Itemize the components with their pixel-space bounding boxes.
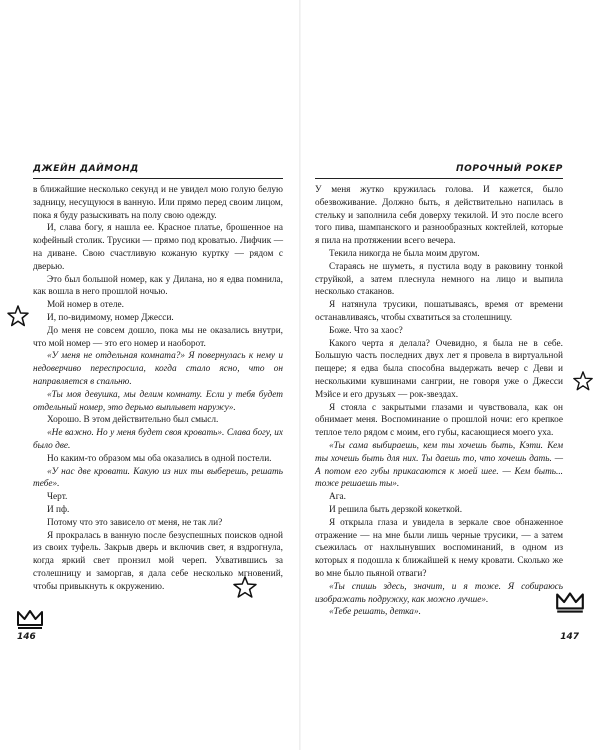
paragraph: Боже. Что за хаос? [329,325,403,336]
right-page [300,0,600,750]
paragraph: «Ты сама выбираешь, кем ты хочешь быть, Кэти. Кем ты хочешь быть для них. Ты даешь то, что хочешь дать. — А потом его губы прикасаются к моей шее. — Кем быть... тоже решаешь ты». [315,440,563,490]
paragraph: Я стояла с закрытыми глазами и чувствовала, как он обнимает меня. Воспоминание о прошлой ночи: его крепкое теплое тело рядом с моим, его губы, касающиеся моего уха. [315,402,563,439]
paragraph: Это был большой номер, как у Дилана, но я едва помнила, как вошла в него прошлой ночью. [33,274,283,298]
running-head-author: ДЖЕЙН ДАЙМОНД [33,164,139,174]
paragraph: И пф. [47,504,70,515]
page-number: 146 [17,632,36,642]
crown-doodle-icon [554,590,586,614]
paragraph: Я открыла глаза и увидела в зеркале свое обнаженное отражение — на мне были лишь черные трусики, — а затем съежилась от нахлынувших воспоминаний, в одном из которых я подошла к ближайшей к нему кровати. Сколько же во мне было пьяной отваги? [315,517,563,579]
paragraph: У меня жутко кружилась голова. И кажется, было обезвоживание. Должно быть, я действительно напилась в стельку и заполнила себя доверху текилой. И это после всего того пива, шампанского и разнообразных коктейлей, которые я пила на протяжении всего вечера. [315,185,563,247]
left-page-text [33,184,283,594]
paragraph: «Ты спишь здесь, значит, и я тоже. Я собираюсь изображать подружку, как можно лучше». [315,581,563,605]
star-doodle-icon [572,370,594,392]
paragraph: Я прокралась в ванную после безуспешных поисков одной из своих туфель. Закрыв дверь и включив свет, я вздрогнула, когда яркий свет пронзил мой череп. Ухватившись за столешницу и заморгав, я дала себе несколько мгновений, чтобы привыкнуть к окружению. [33,530,283,592]
header-rule [315,178,563,179]
paragraph: И, по-видимому, номер Джесси. [47,312,174,323]
paragraph: Текила никогда не была моим другом. [329,248,480,259]
paragraph: Какого черта я делала? Очевидно, я была не в себе. Большую часть последних двух лет я провела в виртуальной пещере; я едва была способна выдержать вечер с Деви и несколькими кувшинами сангрии, не говоря уже о Джесси Мэйсе и его друзьях — рок-звездах. [315,338,563,400]
paragraph: «Ты моя девушка, мы делим комнату. Если у тебя будет отдельный номер, это дерьмо выплывет наружу». [33,389,283,413]
star-doodle-icon [6,304,30,328]
paragraph: «Не важно. Но у меня будет своя кровать». Слава богу, их было две. [33,428,283,451]
paragraph: «У меня не отдельная комната?» Я повернулась к нему и недоверчиво переспросила, когда стало ясно, что он направляется в спальню. [33,351,283,387]
header-rule [33,178,283,179]
star-doodle-icon [231,575,259,599]
paragraph: «Тебе решать, детка». [329,607,421,618]
paragraph: Я натянула трусики, пошатываясь, время от времени останавливаясь, чтобы схватиться за столешницу. [315,300,563,323]
paragraph: И, слава богу, я нашла ее. Красное платье, брошенное на кофейный столик. Трусики — прямо под кроватью. Лифчик — на диване. Свою счастливую кожаную куртку — рядом с дверью. [33,223,283,272]
paragraph: Черт. [47,492,68,503]
paragraph: в ближайшие несколько секунд и не увидел мою голую белую задницу, несущуюся в ванную. Или прямо перед своим лицом, пока я буду разыскивать на полу свою одежду. [33,185,283,221]
paragraph: Потому что это зависело от меня, не так ли? [47,517,223,528]
paragraph: «У нас две кровати. Какую из них ты выберешь, решать тебе». [33,466,283,490]
running-head-title: ПОРОЧНЫЙ РОКЕР [456,164,563,174]
paragraph: И решила быть дерзкой кокеткой. [329,504,463,515]
paragraph: Но каким-то образом мы оба оказались в одной постели. [47,453,272,464]
paragraph: Стараясь не шуметь, я пустила воду в раковину тонкой струйкой, а затем плеснула немного на лицо и выпила несколько стаканов. [315,261,563,298]
page-number: 147 [560,632,579,642]
right-page-text [315,184,563,619]
paragraph: Ага. [329,492,346,503]
paragraph: До меня не совсем дошло, пока мы не оказались внутри, что мой номер — это его номер и наоборот. [33,325,283,349]
paragraph: Мой номер в отеле. [47,300,124,311]
paragraph: Хорошо. В этом действительно был смысл. [47,415,219,426]
crown-doodle-icon [15,608,45,630]
